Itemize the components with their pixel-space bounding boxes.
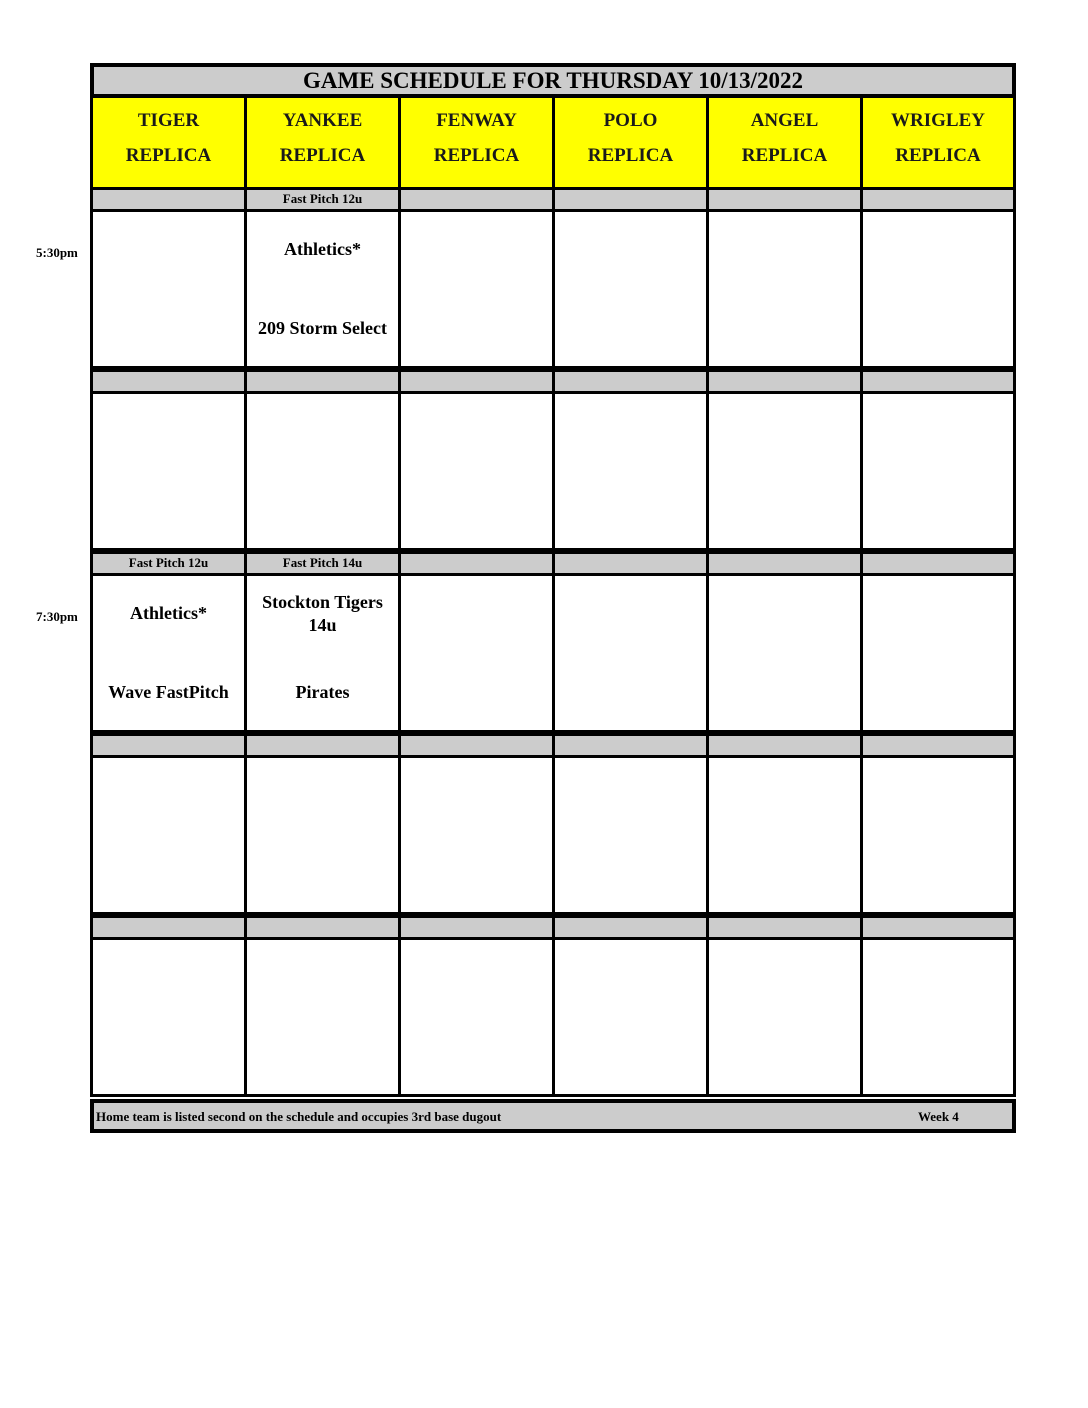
field-header-yankee — [244, 95, 401, 190]
game-cell — [552, 391, 709, 551]
field-name: TIGER — [137, 110, 200, 131]
field-header-angel — [706, 95, 863, 190]
field-name: WRIGLEY — [891, 110, 985, 131]
game-cell — [552, 573, 709, 733]
field-name: POLO — [603, 110, 658, 131]
game-cell — [90, 209, 247, 369]
game-cell — [706, 755, 863, 915]
game-cell — [244, 755, 401, 915]
game-cell — [244, 937, 401, 1097]
field-name: FENWAY — [436, 110, 517, 131]
time-label-730: 7:30pm — [36, 609, 78, 624]
game-cell — [90, 755, 247, 915]
game-cell — [706, 209, 863, 369]
division-cell: Fast Pitch 12u — [244, 187, 401, 212]
game-cell — [90, 937, 247, 1097]
division-cell: Fast Pitch 14u — [244, 551, 401, 576]
game-cell — [244, 573, 401, 733]
time-label-530: 5:30pm — [36, 245, 78, 260]
schedule-title: GAME SCHEDULE FOR THURSDAY 10/13/2022 — [90, 63, 1016, 98]
game-cell — [398, 755, 555, 915]
home-team-note: Home team is listed second on the schedule and occupies 3rd base dugout — [96, 1109, 502, 1124]
game-cell — [860, 937, 1016, 1097]
field-header-polo — [552, 95, 709, 190]
game-cell — [706, 573, 863, 733]
away-team: Stockton Tigers 14u — [262, 592, 383, 635]
game-cell — [552, 937, 709, 1097]
field-name: ANGEL — [750, 110, 819, 131]
field-subname: REPLICA — [587, 145, 674, 166]
game-cell — [244, 209, 401, 369]
game-cell — [860, 755, 1016, 915]
game-cell — [90, 573, 247, 733]
week-label: Week 4 — [918, 1109, 959, 1124]
game-cell — [860, 391, 1016, 551]
field-subname: REPLICA — [433, 145, 520, 166]
game-cell — [398, 209, 555, 369]
schedule-table — [90, 63, 1016, 1133]
schedule-footer — [90, 1099, 1016, 1133]
game-cell — [706, 391, 863, 551]
away-team: Athletics* — [130, 603, 207, 623]
game-cell — [244, 391, 401, 551]
game-cell — [90, 391, 247, 551]
game-cell — [398, 573, 555, 733]
field-name: YANKEE — [282, 110, 363, 131]
game-cell — [552, 209, 709, 369]
field-header-wrigley — [860, 95, 1016, 190]
game-cell — [398, 391, 555, 551]
game-cell — [860, 209, 1016, 369]
home-team: Wave FastPitch — [108, 682, 229, 702]
away-team: Athletics* — [284, 239, 361, 259]
field-header-tiger — [90, 95, 247, 190]
field-subname: REPLICA — [279, 145, 366, 166]
field-subname: REPLICA — [125, 145, 212, 166]
game-cell — [860, 573, 1016, 733]
game-cell — [552, 755, 709, 915]
game-cell — [706, 937, 863, 1097]
division-cell: Fast Pitch 12u — [90, 551, 247, 576]
home-team: 209 Storm Select — [258, 318, 387, 338]
game-cell — [398, 937, 555, 1097]
home-team: Pirates — [295, 682, 350, 702]
field-subname: REPLICA — [895, 145, 981, 166]
field-header-fenway — [398, 95, 555, 190]
field-subname: REPLICA — [741, 145, 828, 166]
